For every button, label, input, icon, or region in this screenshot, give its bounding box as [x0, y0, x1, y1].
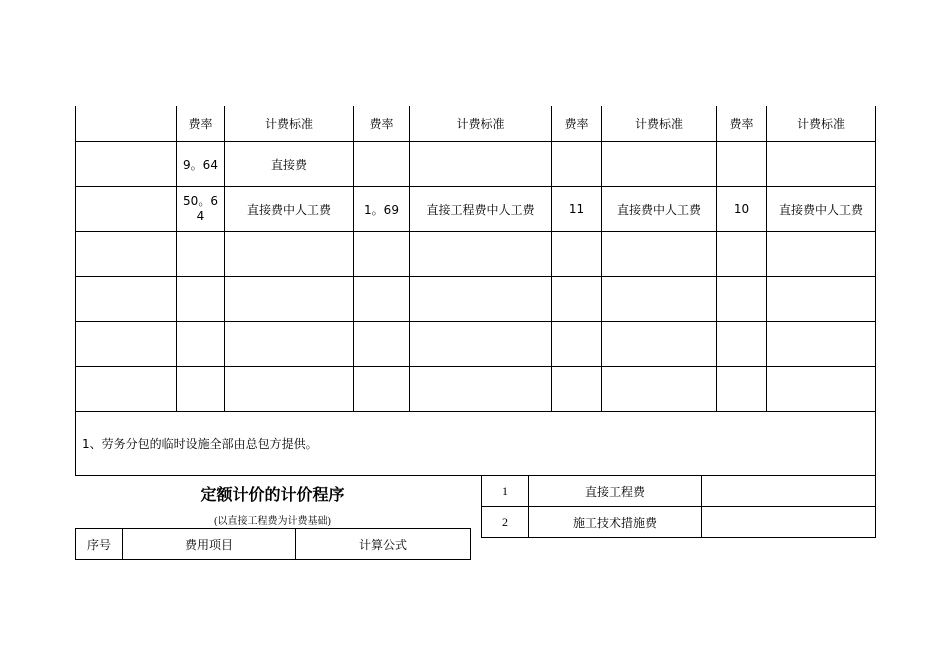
- table-cell: 50。64: [177, 187, 225, 232]
- table-cell: [552, 142, 602, 187]
- table-cell: [410, 232, 552, 277]
- row-item: 施工技术措施费: [529, 507, 702, 538]
- table-cell: [602, 367, 717, 412]
- table-cell: [225, 367, 354, 412]
- header-cell-rate: 费率: [354, 106, 410, 142]
- table-cell: [354, 322, 410, 367]
- header-cell: [76, 106, 177, 142]
- table-cell: [76, 187, 177, 232]
- table-cell: [602, 142, 717, 187]
- rate-table-header-row: [76, 106, 876, 142]
- table-cell: [177, 367, 225, 412]
- table-cell: [410, 322, 552, 367]
- row-index: 1: [482, 476, 529, 507]
- table-row: [76, 277, 876, 322]
- table-cell: [602, 322, 717, 367]
- table-cell: 10: [717, 187, 767, 232]
- table-cell: [354, 277, 410, 322]
- table-cell: 直接费: [225, 142, 354, 187]
- header-cell-rate: 费率: [717, 106, 767, 142]
- table-cell: 直接费中人工费: [225, 187, 354, 232]
- table-cell: 直接费中人工费: [767, 187, 876, 232]
- header-cell-item: 费用项目: [123, 529, 296, 560]
- section-subtitle: (以直接工程费为计费基础): [214, 516, 331, 527]
- row-formula: [702, 476, 876, 507]
- table-cell: [602, 232, 717, 277]
- table-cell: [225, 232, 354, 277]
- procedure-table: [75, 528, 471, 560]
- header-cell-rate: 费率: [552, 106, 602, 142]
- table-cell: 9。64: [177, 142, 225, 187]
- table-cell: 1。69: [354, 187, 410, 232]
- table-cell: [76, 367, 177, 412]
- table-cell: 直接费中人工费: [602, 187, 717, 232]
- note-row: [76, 412, 876, 476]
- table-cell: [354, 142, 410, 187]
- table-cell: [717, 322, 767, 367]
- table-cell: [552, 367, 602, 412]
- table-cell: 直接工程费中人工费: [410, 187, 552, 232]
- table-cell: [717, 367, 767, 412]
- table-cell: [717, 277, 767, 322]
- table-cell: [76, 142, 177, 187]
- table-row: [76, 232, 876, 277]
- table-row: [76, 142, 876, 187]
- table-cell: [602, 277, 717, 322]
- table-row: [76, 322, 876, 367]
- row-formula: [702, 507, 876, 538]
- table-cell: [552, 232, 602, 277]
- header-cell-rate: 费率: [177, 106, 225, 142]
- table-cell: [177, 277, 225, 322]
- header-cell-basis: 计费标准: [410, 106, 552, 142]
- table-cell: [76, 232, 177, 277]
- table-cell: [767, 277, 876, 322]
- table-cell: [767, 367, 876, 412]
- section-title: 定额计价的计价程序: [200, 485, 345, 504]
- header-cell-basis: 计费标准: [767, 106, 876, 142]
- table-cell: [410, 367, 552, 412]
- cost-items-table: [481, 475, 876, 538]
- table-cell: [410, 277, 552, 322]
- header-cell-index: 序号: [76, 529, 123, 560]
- header-cell-basis: 计费标准: [602, 106, 717, 142]
- table-cell: [177, 232, 225, 277]
- table-cell: [354, 232, 410, 277]
- table-row: [76, 367, 876, 412]
- header-cell-basis: 计费标准: [225, 106, 354, 142]
- table-cell: [354, 367, 410, 412]
- table-cell: [717, 232, 767, 277]
- row-index: 2: [482, 507, 529, 538]
- header-cell-formula: 计算公式: [296, 529, 471, 560]
- rate-table: [75, 106, 876, 476]
- table-row: [76, 187, 876, 232]
- table-cell: [76, 322, 177, 367]
- table-cell: [410, 142, 552, 187]
- procedure-header-row: [76, 529, 471, 560]
- table-row: [482, 476, 876, 507]
- table-cell: [225, 322, 354, 367]
- table-cell: [76, 277, 177, 322]
- table-cell: [552, 277, 602, 322]
- row-item: 直接工程费: [529, 476, 702, 507]
- table-row: [482, 507, 876, 538]
- table-cell: [225, 277, 354, 322]
- table-cell: [552, 322, 602, 367]
- table-cell: [717, 142, 767, 187]
- note-text: 1、劳务分包的临时设施全部由总包方提供。: [76, 412, 876, 476]
- table-cell: 11: [552, 187, 602, 232]
- table-cell: [767, 232, 876, 277]
- table-cell: [177, 322, 225, 367]
- table-cell: [767, 142, 876, 187]
- table-cell: [767, 322, 876, 367]
